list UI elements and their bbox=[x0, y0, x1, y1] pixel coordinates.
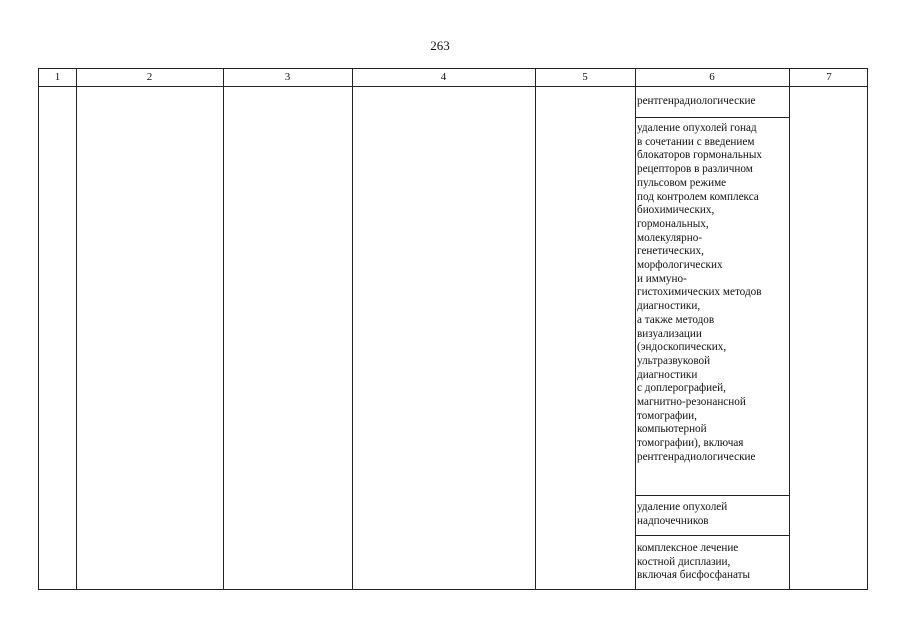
cell-text-line: ультразвуковой bbox=[637, 354, 711, 367]
column-header-4: 4 bbox=[440, 71, 447, 83]
column-header-3: 3 bbox=[284, 71, 291, 83]
cell-text-line: диагностики, bbox=[637, 300, 701, 313]
cell-text-line: удаление опухолей bbox=[637, 501, 728, 513]
cell-text-line: гистохимических методов bbox=[637, 286, 762, 299]
column-header-5: 5 bbox=[582, 71, 588, 83]
cell-text-line: визуализации bbox=[637, 327, 702, 340]
cell-text-line: магнитно-резонансной bbox=[637, 396, 746, 409]
cell-text-line: томографии, bbox=[637, 409, 697, 422]
column-header-7: 7 bbox=[826, 71, 832, 83]
column-header-2: 2 bbox=[146, 71, 153, 83]
cell-text-line: с доплерографией, bbox=[637, 382, 726, 395]
cell-text-line: и иммуно- bbox=[637, 272, 687, 285]
page-number: 263 bbox=[430, 38, 450, 53]
cell-text-line: удаление опухолей гонад bbox=[637, 122, 757, 134]
cell-text-line: комплексное лечение bbox=[637, 542, 739, 554]
cell-text-line: рентгенрадиологические bbox=[637, 450, 756, 463]
column-header-1: 1 bbox=[54, 71, 61, 83]
column-divider bbox=[789, 69, 790, 589]
col6-cell-1 bbox=[635, 95, 789, 109]
cell-text-line: диагностики bbox=[637, 368, 698, 381]
cell-text-line: в сочетании с введением bbox=[637, 135, 755, 148]
cell-text-line: (эндоскопических, bbox=[637, 341, 727, 354]
cell-text-line: томографии), включая bbox=[637, 437, 744, 450]
cell-text-line: морфологических bbox=[637, 259, 723, 272]
cell-text-line: блокаторов гормональных bbox=[637, 149, 762, 162]
column-divider bbox=[535, 69, 536, 589]
cell-text-line: костной дисплазии, bbox=[637, 555, 731, 568]
cell-text-line: генетических, bbox=[637, 245, 704, 258]
cell-text-line: под контролем комплекса bbox=[637, 190, 759, 203]
column-header-6: 6 bbox=[709, 71, 715, 83]
column-divider bbox=[76, 69, 77, 589]
cell-divider bbox=[635, 535, 789, 536]
col6-cell-2 bbox=[635, 122, 789, 465]
cell-text-line: рецепторов в различном bbox=[637, 163, 753, 176]
cell-text-line: включая бисфосфанаты bbox=[637, 569, 751, 582]
header-row-divider bbox=[39, 86, 867, 87]
column-divider bbox=[352, 69, 353, 589]
cell-text-line: биохимических, bbox=[637, 204, 715, 217]
cell-text-line: рентгенрадиологические bbox=[637, 95, 756, 107]
document-table bbox=[38, 68, 868, 590]
column-divider bbox=[223, 69, 224, 589]
col6-cell-3 bbox=[635, 501, 789, 528]
col6-cell-4 bbox=[635, 542, 789, 583]
cell-divider bbox=[635, 117, 789, 118]
cell-text-line: гормональных, bbox=[637, 217, 709, 230]
cell-text-line: пульсовом режиме bbox=[637, 176, 727, 189]
cell-text-line: компьютерной bbox=[637, 423, 707, 436]
cell-text-line: а также методов bbox=[637, 313, 715, 326]
cell-text-line: надпочечников bbox=[637, 514, 709, 527]
cell-divider bbox=[635, 495, 789, 496]
cell-text-line: молекулярно- bbox=[637, 231, 703, 244]
